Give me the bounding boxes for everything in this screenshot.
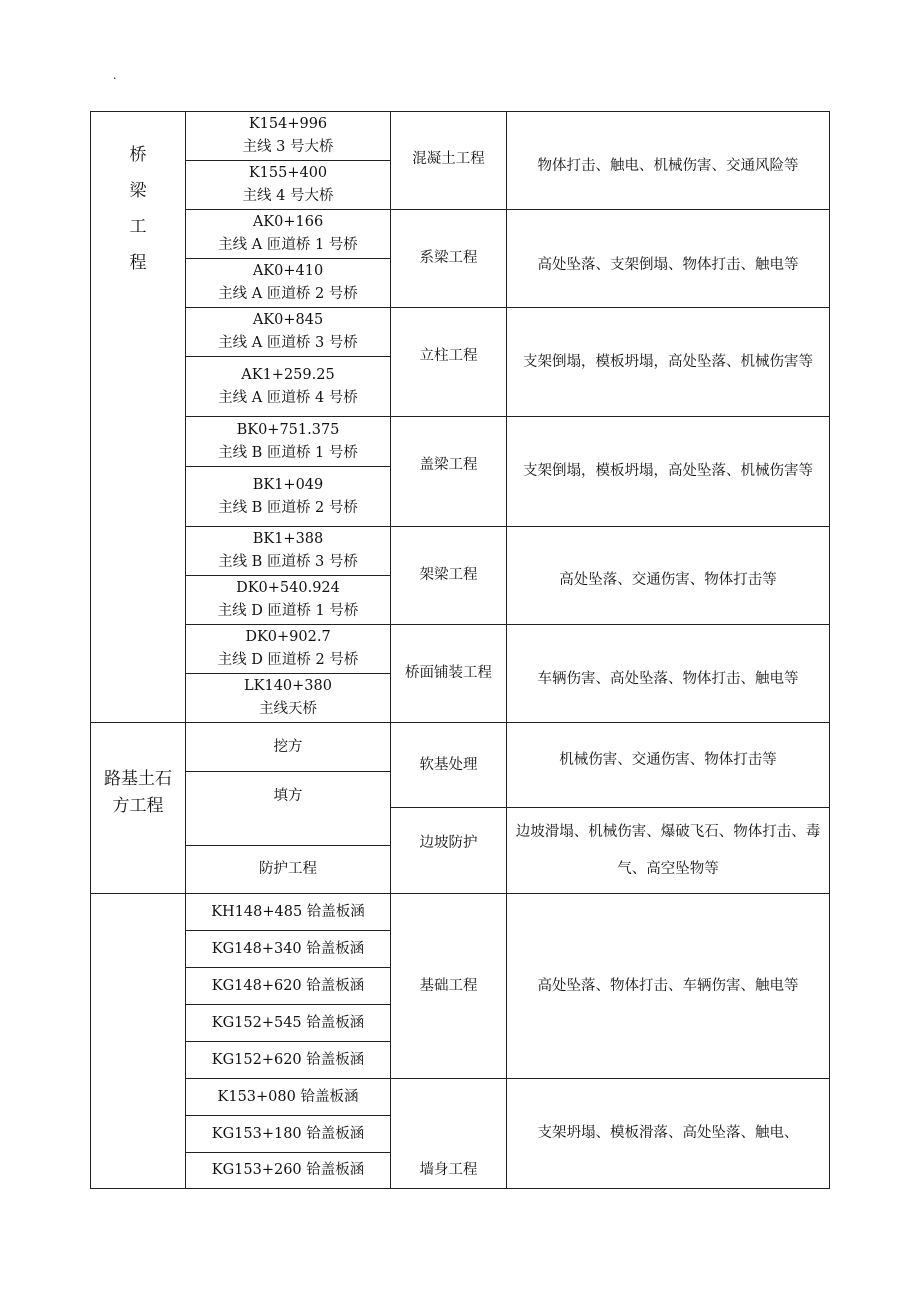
bridge-location: AK1+259.25 主线 A 匝道桥 4 号桥 bbox=[218, 366, 358, 406]
culvert-item: KG153+260 铪盖板涵 bbox=[211, 1162, 365, 1178]
bridge-category: 桥 梁 工 程 bbox=[129, 145, 147, 273]
bridge-location: AK0+845 主线 A 匝道桥 3 号桥 bbox=[218, 312, 358, 351]
work-item: 架梁工程 bbox=[419, 567, 478, 583]
bridge-location: DK0+540.924 主线 D 匝道桥 1 号桥 bbox=[217, 580, 359, 619]
work-item: 软基处理 bbox=[419, 756, 478, 773]
culvert-item: KG152+620 铪盖板涵 bbox=[211, 1051, 365, 1068]
bridge-location: BK0+751.375 主线 B 匝道桥 1 号桥 bbox=[218, 421, 358, 461]
work-item: 混凝土工程 bbox=[412, 151, 485, 167]
risk-description: 车辆伤害、高处坠落、物体打击、触电等 bbox=[537, 670, 799, 687]
subgrade-item: 填方 bbox=[273, 787, 303, 804]
risk-description: 物体打击、触电、机械伤害、交通风险等 bbox=[537, 157, 799, 174]
bridge-location: BK1+049 主线 B 匝道桥 2 号桥 bbox=[218, 476, 358, 516]
subgrade-item: 挖方 bbox=[273, 738, 303, 755]
risk-description: 支架倒塌，模板坍塌，高处坠落、机械伤害等 bbox=[523, 463, 813, 479]
culvert-item: KG153+180 铪盖板涵 bbox=[211, 1125, 365, 1142]
culvert-item: KG148+620 铪盖板涵 bbox=[211, 977, 365, 994]
work-item: 边坡防护 bbox=[419, 835, 478, 851]
culvert-item: KH148+485 铪盖板涵 bbox=[211, 903, 365, 920]
page-marker: . bbox=[113, 69, 117, 82]
risk-description: 边坡滑塌、机械伤害、爆破飞石、物体打击、毒气、高空坠物等 bbox=[515, 823, 821, 877]
work-item: 系梁工程 bbox=[419, 250, 478, 266]
risk-description: 高处坠落、物体打击、车辆伤害、触电等 bbox=[537, 977, 799, 994]
risk-description: 高处坠落、支架倒塌、物体打击、触电等 bbox=[537, 256, 799, 273]
risk-description: 支架倒塌，模板坍塌，高处坠落、机械伤害等 bbox=[523, 353, 813, 370]
culvert-item: KG152+545 铪盖板涵 bbox=[211, 1014, 365, 1031]
work-item: 立柱工程 bbox=[419, 347, 478, 364]
bridge-location: BK1+388 主线 B 匝道桥 3 号桥 bbox=[218, 531, 358, 570]
work-item: 桥面铺装工程 bbox=[405, 665, 492, 681]
subgrade-item: 防护工程 bbox=[259, 861, 317, 877]
risk-description: 支架坍塌、模板滑落、高处坠落、触电、 bbox=[537, 1125, 799, 1141]
bridge-location: AK0+410 主线 A 匝道桥 2 号桥 bbox=[218, 263, 358, 302]
culvert-item: K153+080 铪盖板涵 bbox=[217, 1088, 359, 1105]
bridge-location: LK140+380 主线天桥 bbox=[244, 678, 332, 717]
bridge-location: K155+400 主线 4 号大桥 bbox=[242, 165, 334, 204]
risk-description: 高处坠落、交通伤害、物体打击等 bbox=[559, 571, 777, 588]
work-item: 基础工程 bbox=[419, 977, 478, 994]
work-item: 墙身工程 bbox=[419, 1162, 478, 1178]
risk-description: 机械伤害、交通伤害、物体打击等 bbox=[559, 751, 777, 768]
work-item: 盖梁工程 bbox=[419, 456, 478, 473]
subgrade-category: 路基土石 方工程 bbox=[104, 769, 172, 816]
culvert-item: KG148+340 铪盖板涵 bbox=[211, 940, 365, 957]
bridge-location: AK0+166 主线 A 匝道桥 1 号桥 bbox=[218, 214, 358, 253]
bridge-location: K154+996 主线 3 号大桥 bbox=[242, 116, 334, 155]
bridge-location: DK0+902.7 主线 D 匝道桥 2 号桥 bbox=[217, 629, 359, 668]
